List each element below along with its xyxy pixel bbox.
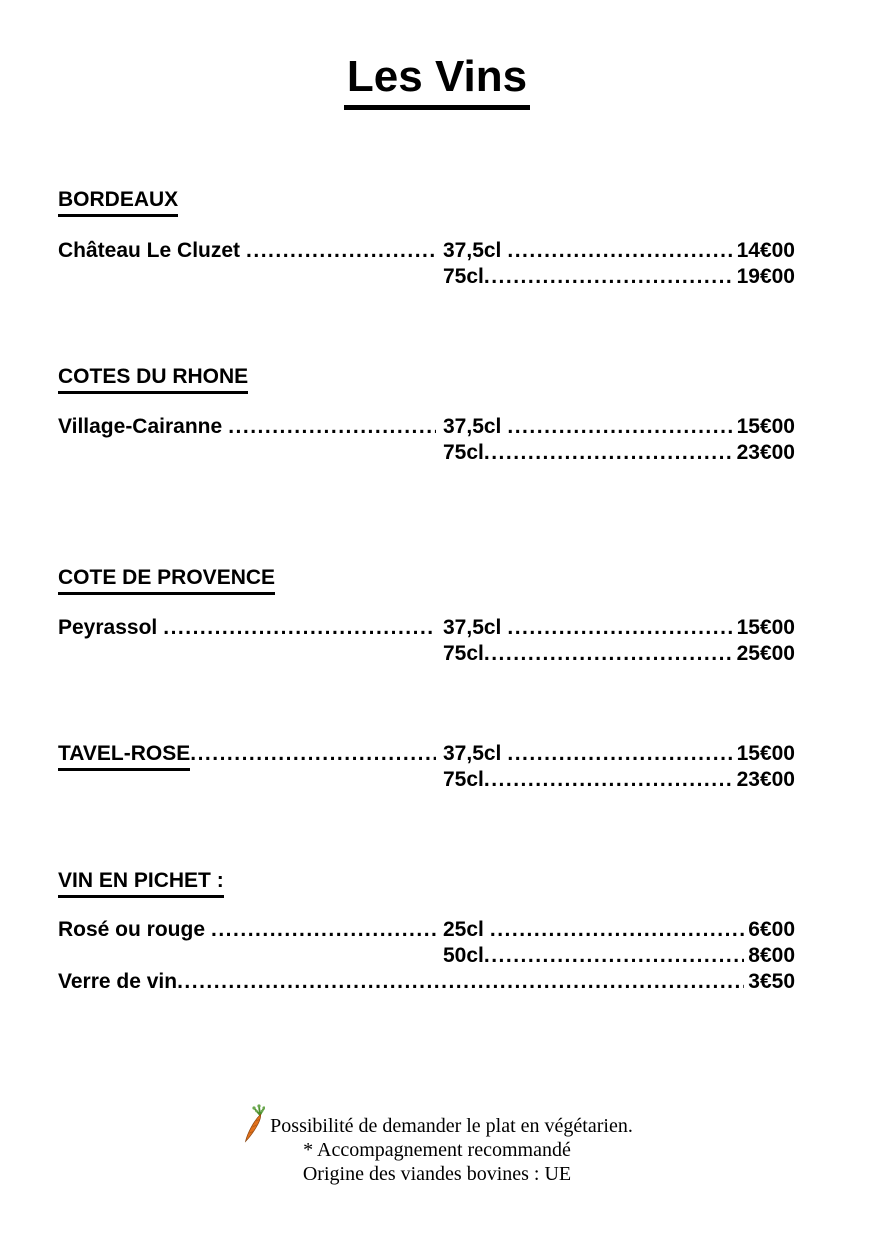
item-name: Rosé ou rouge [58, 918, 206, 941]
name-cell [58, 238, 443, 264]
menu-row [58, 615, 795, 641]
section-heading-label: COTE DE PROVENCE [58, 565, 275, 595]
section-heading-label: BORDEAUX [58, 187, 178, 217]
dot-leader [484, 767, 733, 793]
item-name: Verre de vin [58, 970, 178, 993]
section-heading-vin-en-pichet [58, 868, 795, 898]
item-price: 15€00 [736, 415, 795, 438]
item-name: Peyrassol [58, 616, 158, 639]
item-size: 37,5cl [443, 616, 502, 639]
dot-leader [211, 917, 436, 943]
menu-row [58, 238, 795, 264]
dot-leader [246, 238, 436, 264]
item-price: 3€50 [748, 970, 795, 993]
item-size: 75cl [443, 441, 484, 464]
size-cell [443, 414, 735, 440]
item-size: 37,5cl [443, 742, 502, 765]
footer-line-2: * Accompagnement recommandé [303, 1139, 571, 1161]
dot-leader [163, 615, 436, 641]
dot-leader [484, 641, 733, 667]
dot-leader [484, 440, 733, 466]
size-cell [443, 917, 746, 943]
menu-row [58, 969, 795, 995]
name-cell [58, 741, 443, 771]
section-rows-bordeaux [58, 238, 795, 290]
item-price: 23€00 [736, 768, 795, 791]
size-cell [443, 741, 735, 767]
item-size: 75cl [443, 768, 484, 791]
menu-row [58, 943, 795, 969]
name-cell [58, 414, 443, 440]
size-cell [443, 767, 735, 793]
section-rows-cote-de-provence [58, 615, 795, 667]
menu-row [58, 917, 795, 943]
page-title: Les Vins [344, 52, 530, 110]
item-size: 37,5cl [443, 239, 502, 262]
footer-line-3: Origine des viandes bovines : UE [302, 1163, 572, 1185]
size-cell [443, 440, 735, 466]
menu-row [58, 741, 795, 767]
size-cell [443, 264, 735, 290]
dot-leader [507, 615, 732, 641]
item-price: 23€00 [736, 441, 795, 464]
item-price: 25€00 [736, 642, 795, 665]
menu-row [58, 264, 795, 290]
section-heading-cotes-du-rhone [58, 364, 795, 394]
size-cell [443, 615, 735, 641]
section-heading-cote-de-provence [58, 565, 795, 595]
dot-leader [507, 741, 732, 767]
size-cell [443, 641, 735, 667]
menu-row [58, 414, 795, 440]
item-size: 50cl [443, 944, 484, 967]
item-price: 6€00 [748, 918, 795, 941]
item-price: 15€00 [736, 742, 795, 765]
name-cell [58, 615, 443, 641]
section-rows-cotes-du-rhone [58, 414, 795, 466]
section-heading-label: COTES DU RHONE [58, 364, 248, 394]
size-cell [443, 943, 746, 969]
dot-leader [190, 741, 436, 767]
section-rows-vin-en-pichet [58, 917, 795, 995]
section-heading-label: VIN EN PICHET : [58, 868, 224, 898]
title-wrap [0, 52, 874, 110]
item-size: 75cl [443, 265, 484, 288]
item-price: 19€00 [736, 265, 795, 288]
menu-row [58, 641, 795, 667]
item-size: 75cl [443, 642, 484, 665]
section-heading-bordeaux [58, 187, 795, 217]
menu-row [58, 440, 795, 466]
item-size: 25cl [443, 918, 484, 941]
footer-line-1 [0, 1103, 874, 1138]
item-name: Village-Cairanne [58, 415, 223, 438]
item-size: 37,5cl [443, 415, 502, 438]
carrot-icon [241, 1103, 265, 1143]
item-price: 15€00 [736, 616, 795, 639]
dot-leader [484, 943, 744, 969]
item-price: 8€00 [748, 944, 795, 967]
size-cell [443, 238, 735, 264]
dot-leader [507, 238, 732, 264]
section-heading-label: TAVEL-ROSE [58, 741, 190, 771]
name-cell [58, 917, 443, 943]
dot-leader [490, 917, 744, 943]
footer [0, 1103, 874, 1186]
item-price: 14€00 [736, 239, 795, 262]
section-rows-tavel-rose [58, 741, 795, 793]
dot-leader [177, 969, 744, 995]
item-name: Château Le Cluzet [58, 239, 241, 262]
dot-leader [507, 414, 732, 440]
dot-leader [484, 264, 733, 290]
dot-leader [228, 414, 436, 440]
footer-veggie-note: Possibilité de demander le plat en végétarien. [270, 1115, 633, 1137]
